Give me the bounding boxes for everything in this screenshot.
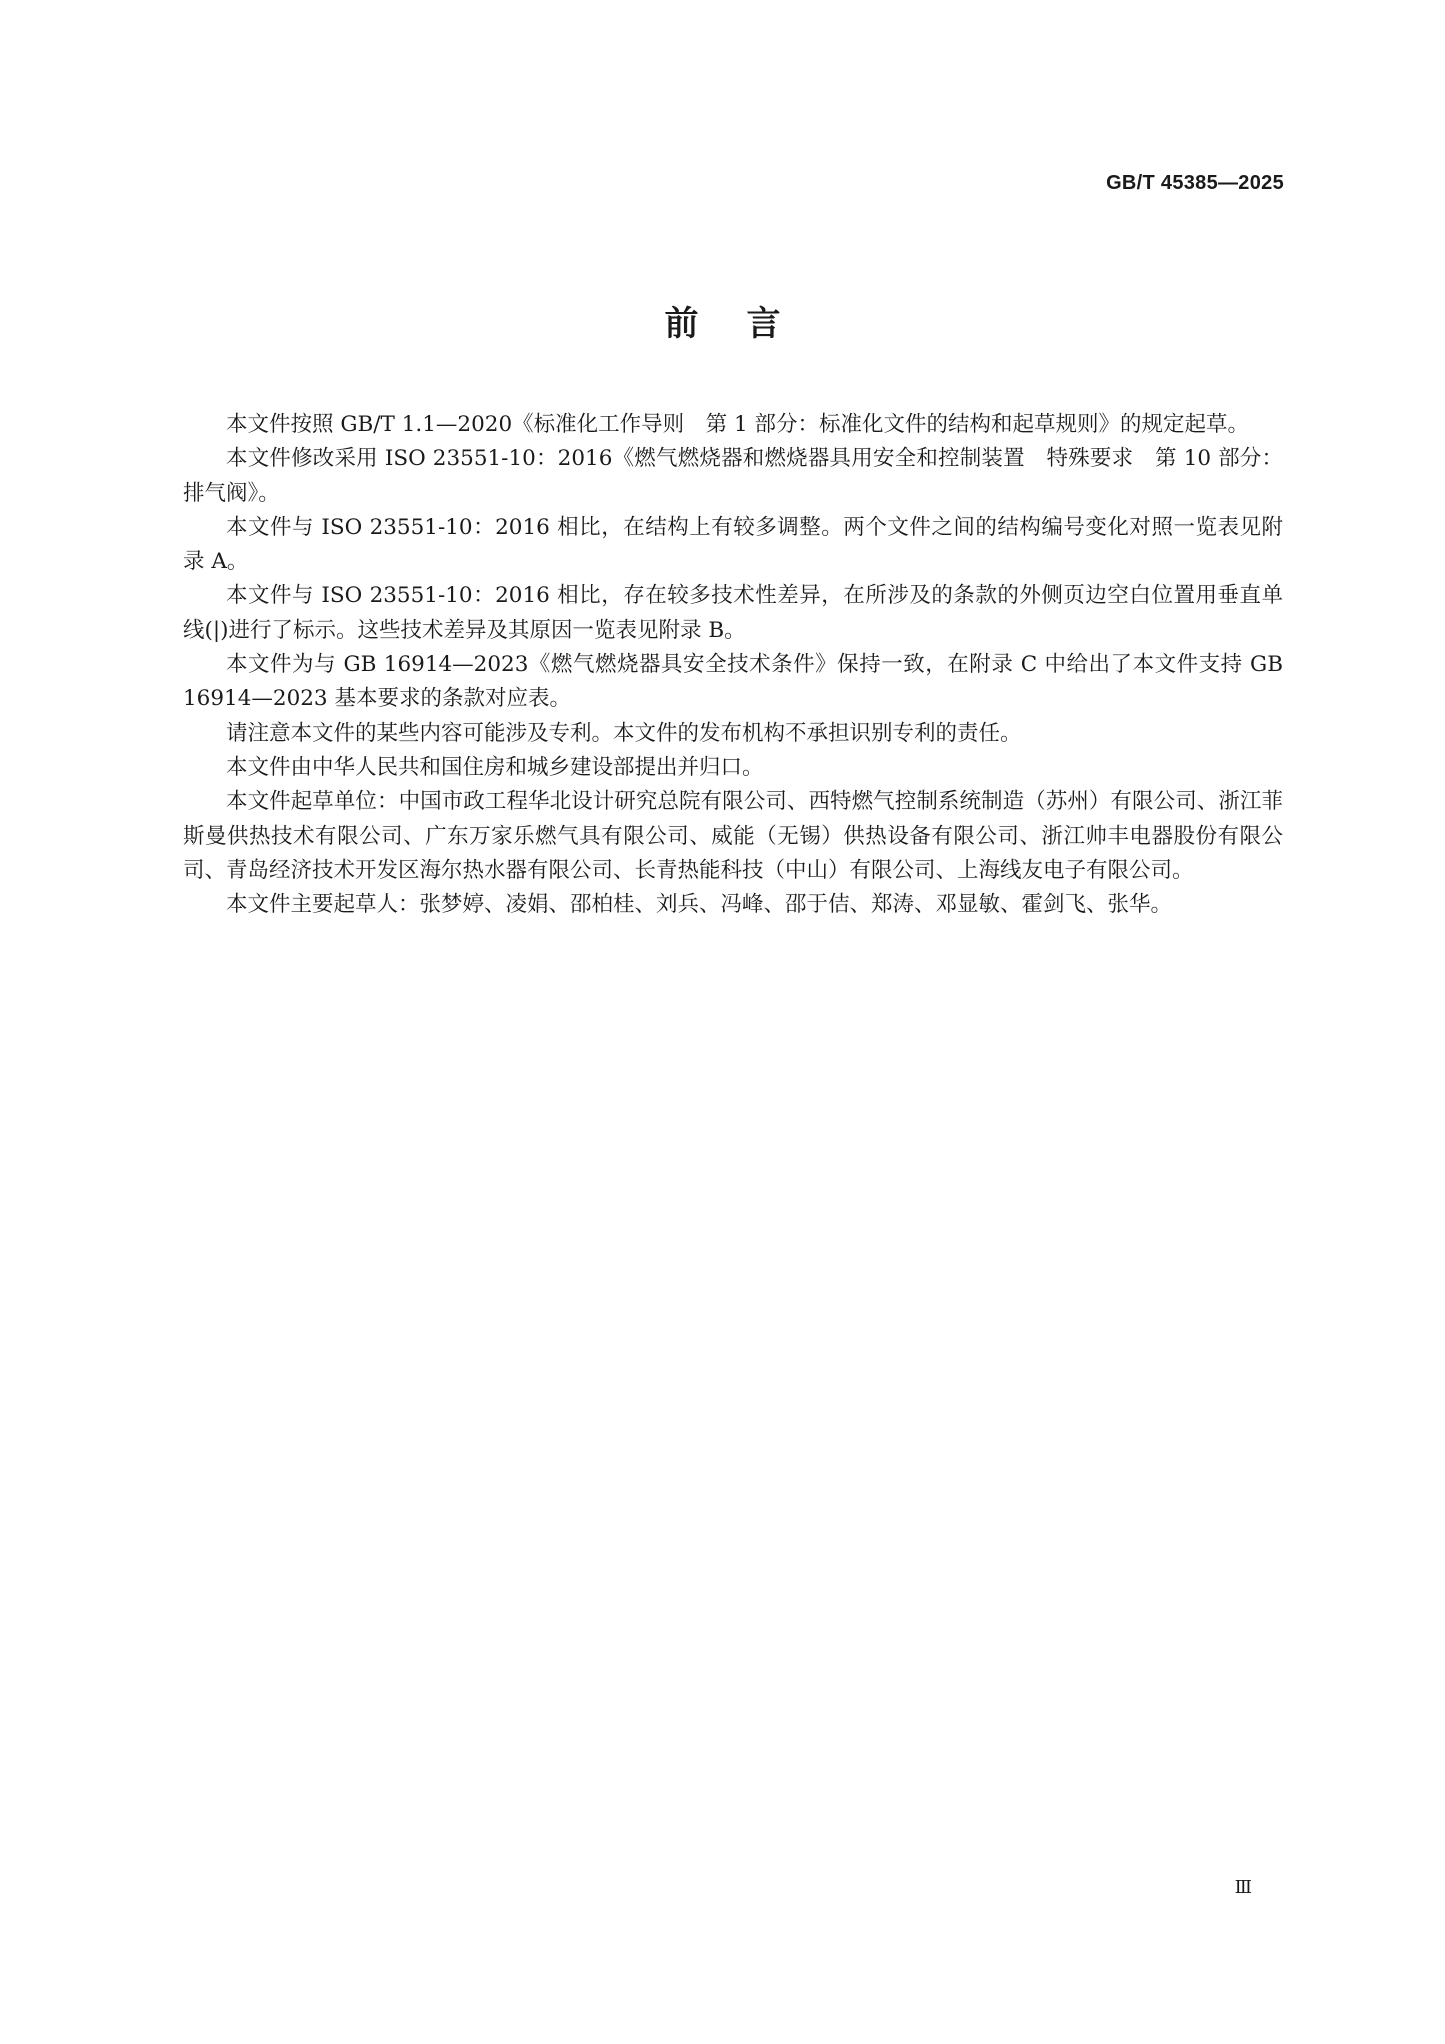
paragraph-technical-deviations: 本文件与 ISO 23551-10：2016 相比，存在较多技术性差异，在所涉及的条款的外侧页边空白位置用垂直单线(|)进行了标示。这些技术差异及其原因一览表见附录 B。 (183, 583, 1283, 643)
standard-code: GB/T 45385—2025 (1106, 172, 1284, 194)
paragraph-patent-notice: 请注意本文件的某些内容可能涉及专利。本文件的发布机构不承担识别专利的责任。 (226, 720, 1022, 746)
paragraph-proposer: 本文件由中华人民共和国住房和城乡建设部提出并归口。 (226, 754, 764, 780)
paragraph-drafting-rules: 本文件按照 GB/T 1.1—2020《标准化工作导则 第 1 部分：标准化文件的结构和起草规则》的规定起草。 (226, 412, 1249, 437)
paragraph-consistency: 本文件为与 GB 16914—2023《燃气燃烧器具安全技术条件》保持一致，在附录 C 中给出了本文件支持 GB 16914—2023 基本要求的条款对应表。 (183, 652, 1283, 712)
foreword-body (183, 408, 1283, 922)
paragraph-drafting-organizations: 本文件起草单位：中国市政工程华北设计研究总院有限公司、西特燃气控制系统制造（苏州）有限公司、浙江菲斯曼供热技术有限公司、广东万家乐燃气具有限公司、威能（无锡）供热设备有限公司、浙江帅丰电器股份有限公司、青岛经济技术开发区海尔热水器有限公司、长青热能科技（中山）有限公司、上海线友电子有限公司。 (183, 789, 1283, 883)
paragraph-structure-changes: 本文件与 ISO 23551-10：2016 相比，在结构上有较多调整。两个文件之间的结构编号变化对照一览表见附录 A。 (183, 514, 1283, 575)
page-title: 前言 (664, 304, 829, 344)
page-number: Ⅲ (1234, 1877, 1252, 1897)
paragraph-adoption: 本文件修改采用 ISO 23551-10：2016《燃气燃烧器和燃烧器具用安全和控制装置 特殊要求 第 10 部分：排气阀》。 (183, 446, 1283, 506)
paragraph-drafters: 本文件主要起草人：张梦婷、凌娟、邵柏桂、刘兵、冯峰、邵于佶、郑涛、邓显敏、霍剑飞、张华。 (226, 892, 1173, 918)
